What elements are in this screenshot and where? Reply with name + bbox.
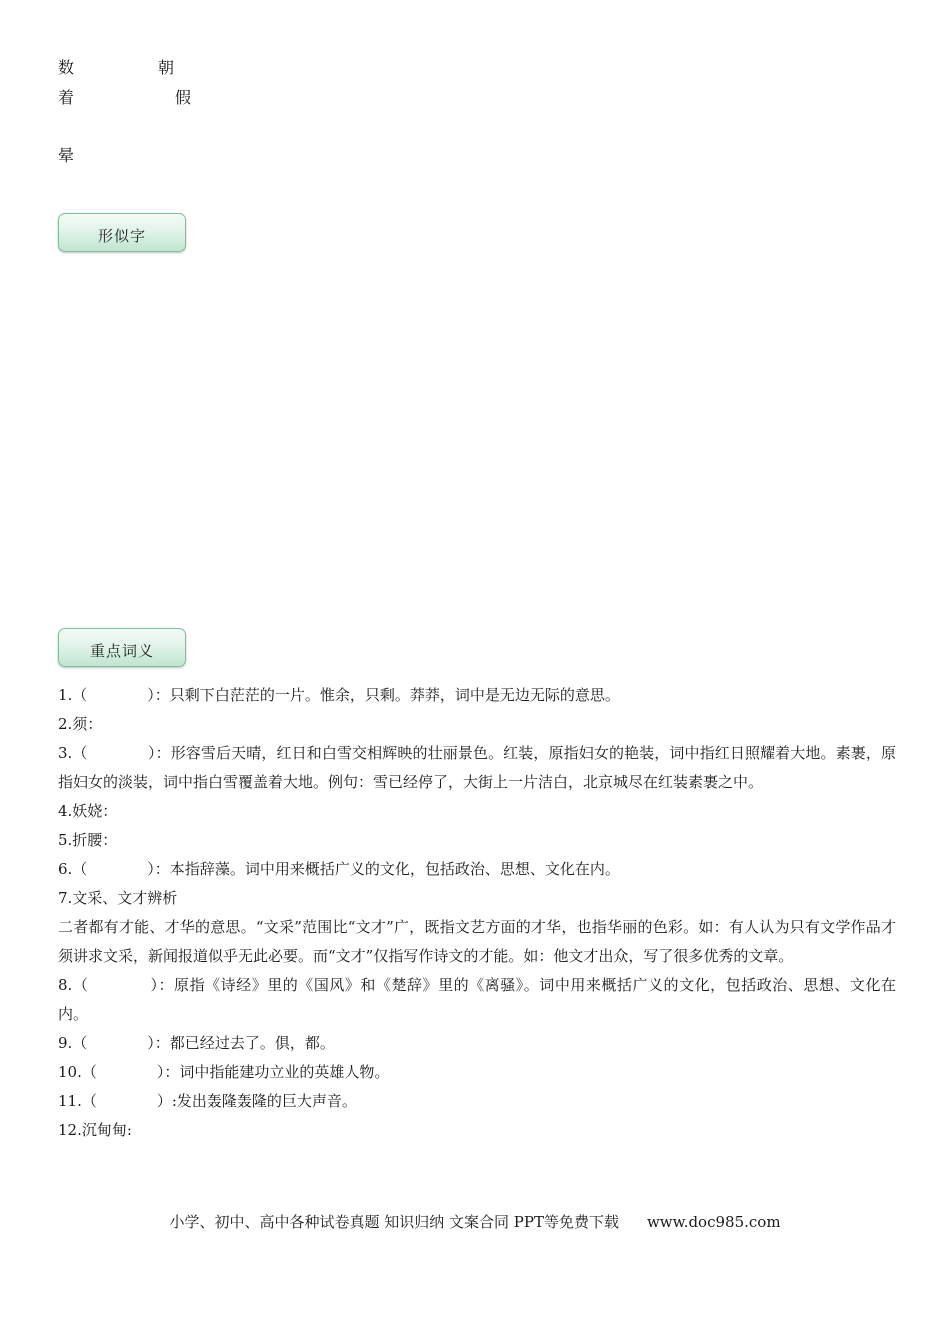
section-tag-key-vocab [58,628,186,667]
vocab-entry-4: 4.妖娆： [58,802,118,820]
vocab-list [58,681,896,1145]
vocab-entry-7: 7.文采、文才辨析 [58,889,178,907]
vocab-entry-7-explanation: 二者都有才能、才华的意思。“文采”范围比“文才”广，既指文艺方面的才华，也指华丽的色彩。如：有人认为只有文学作品才须讲求文采，新闻报道似乎无此必要。而“文才”仅指写作诗文的才能。如：他文才出众，写了很多优秀的文章。 [58,918,896,965]
vocab-entry-5: 5.折腰： [58,831,118,849]
footer-text: 小学、初中、高中各种试卷真题 知识归纳 文案合同 PPT等免费下载 [169,1213,619,1231]
char-yun: 晕 [58,146,75,165]
footer-site-link[interactable]: www.doc985.com [646,1213,781,1231]
vocab-entry-8: 8.（ ）：原指《诗经》里的《国风》和《楚辞》里的《离骚》。词中用来概括广义的文化，包括政治、思想、文化在内。 [58,976,896,1023]
vocab-entry-2: 2.须： [58,715,103,733]
section-tag-similar-chars [58,213,186,252]
vocab-entry-3: 3.（ ）：形容雪后天晴，红日和白雪交相辉映的壮丽景色。红装，原指妇女的艳装，词中指红日照耀着大地。素裹，原指妇女的淡装，词中指白雪覆盖着大地。例句：雪已经停了，大街上一片洁白，北京城尽在红装素裹之中。 [58,744,896,791]
vocab-entry-6: 6.（ ）：本指辞藻。词中用来概括广义的文化，包括政治、思想、文化在内。 [58,860,620,878]
vocab-entry-11: 11.（ ）:发出轰隆轰隆的巨大声音。 [58,1092,357,1110]
char-zhe: 着 [58,88,75,107]
vocab-entry-1: 1.（ ）：只剩下白茫茫的一片。惟余，只剩。莽莽，词中是无边无际的意思。 [58,686,620,704]
vocab-entry-9: 9.（ ）：都已经过去了。俱，都。 [58,1034,335,1052]
section-tag-label: 形似字 [97,227,146,245]
vocab-entry-10: 10.（ ）：词中指能建功立业的英雄人物。 [58,1063,390,1081]
char-shu: 数 [58,58,75,77]
page-footer [0,1211,950,1233]
vocab-entry-12: 12.沉甸甸: [58,1121,132,1139]
char-jia: 假 [175,88,192,107]
char-chao: 朝 [158,58,175,77]
section-tag-label: 重点词义 [89,642,154,660]
